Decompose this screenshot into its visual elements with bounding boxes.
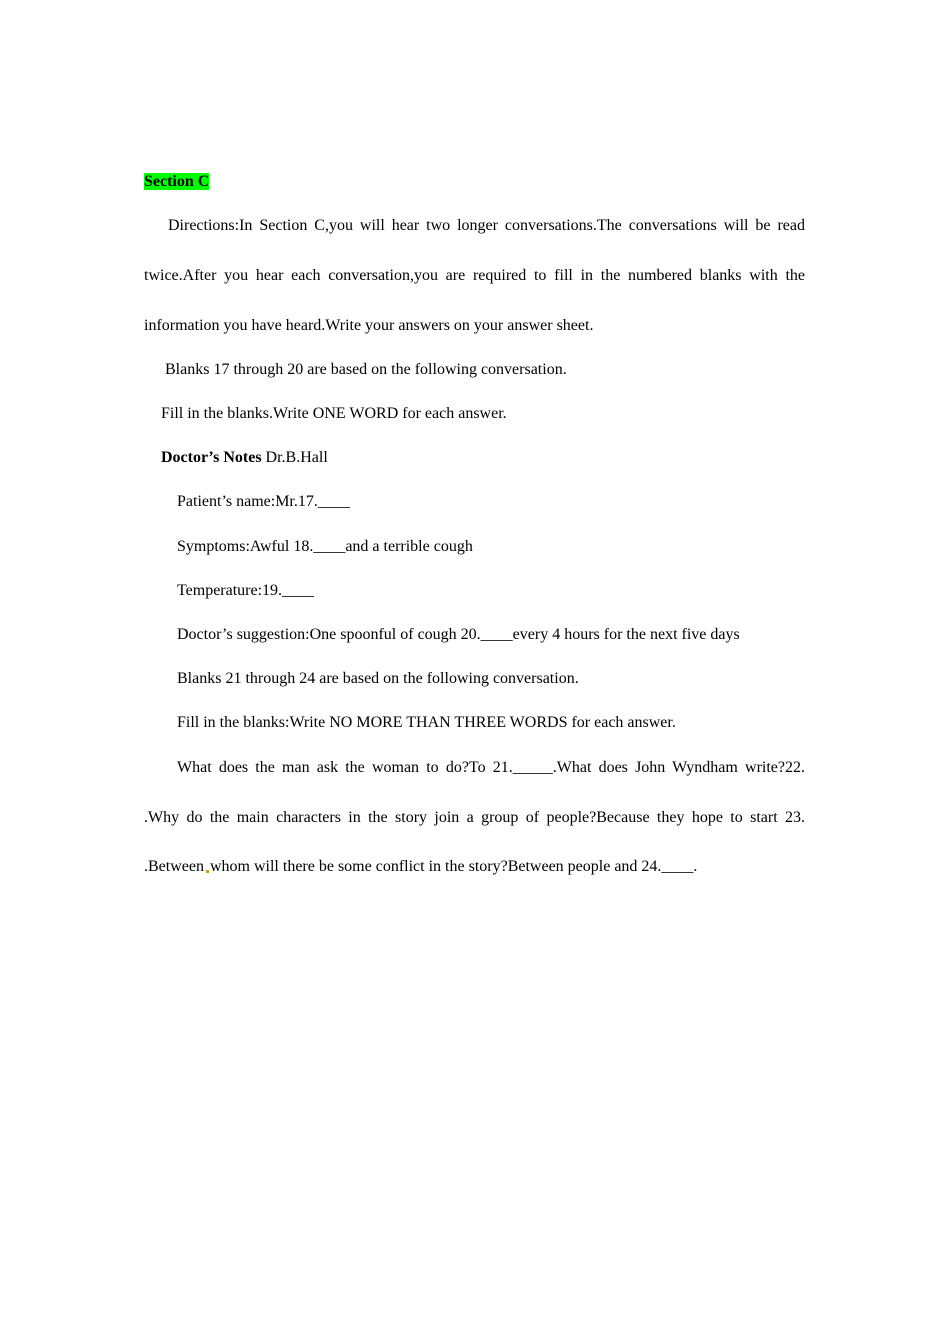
- notes-item-temperature: Temperature:19.____: [177, 582, 315, 599]
- doctors-notes-title: Doctor’s Notes: [161, 449, 262, 466]
- notes-item-patient-name: Patient’s name:Mr.17.____: [177, 493, 350, 510]
- doctors-notes-heading: [161, 448, 328, 468]
- part2-instruction: Fill in the blanks:Write NO MORE THAN THREE WORDS for each answer.: [177, 714, 676, 731]
- part2-intro: Blanks 21 through 24 are based on the following conversation.: [177, 670, 579, 687]
- section-heading-label: Section C: [144, 173, 210, 190]
- part2-paragraph-line-2: .Why do the main characters in the story join a group of people?Because they hope to start 23.: [144, 809, 805, 826]
- part1-instruction: Fill in the blanks.Write ONE WORD for each answer.: [161, 405, 507, 422]
- directions-line-2: twice.After you hear each conversation,you are required to fill in the numbered blanks with the: [144, 267, 805, 284]
- directions-line-3: information you have heard.Write your answers on your answer sheet.: [144, 317, 594, 334]
- part2-paragraph-line-3-start: .Between: [144, 858, 204, 875]
- anchor-marker-icon: [206, 870, 209, 873]
- part2-paragraph-line-3-rest: whom will there be some conflict in the story?Between people and 24.____.: [209, 858, 698, 875]
- part2-paragraph-line-1: What does the man ask the woman to do?To 21._____.What does John Wyndham write?22.: [177, 759, 805, 776]
- section-heading: [144, 172, 209, 192]
- doctors-notes-doctor: Dr.B.Hall: [261, 449, 328, 466]
- notes-item-suggestion: Doctor’s suggestion:One spoonful of cough 20.____every 4 hours for the next five days: [177, 626, 740, 643]
- part2-paragraph-line-3: [144, 857, 697, 877]
- part1-intro: Blanks 17 through 20 are based on the following conversation.: [165, 361, 567, 378]
- directions-line-1: Directions:In Section C,you will hear two longer conversations.The conversations will be read: [168, 217, 805, 234]
- notes-item-symptoms: Symptoms:Awful 18.____and a terrible cough: [177, 538, 473, 555]
